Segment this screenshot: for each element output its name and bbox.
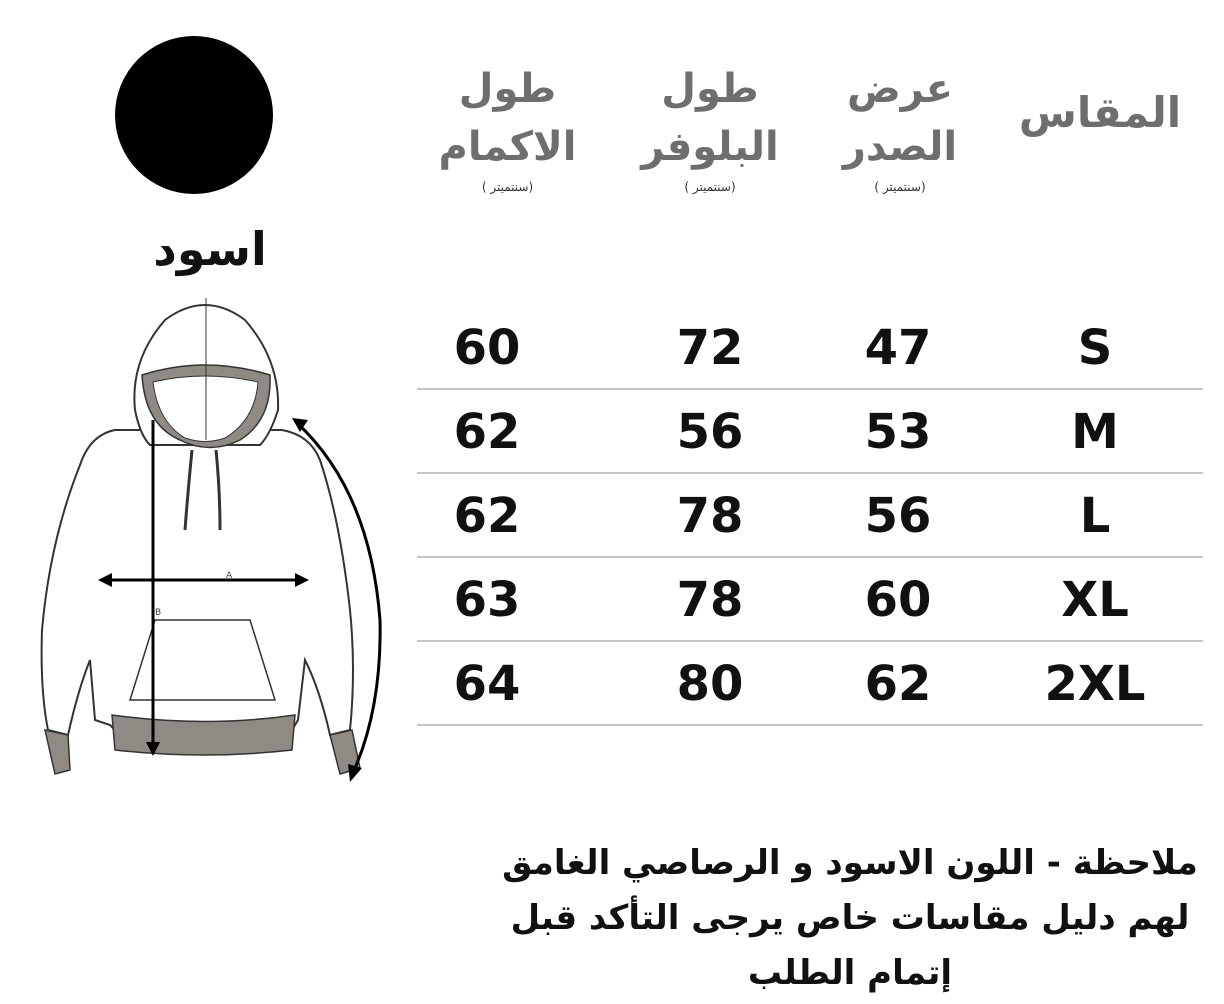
note-line-1: ملاحظة - اللون الاسود و الرصاصي الغامق [502,843,1198,883]
table-row [417,306,1203,390]
cell-size: S [1077,320,1113,376]
cell-length: 78 [676,488,744,544]
length-marker-label: B [155,608,162,618]
hoodie-cuff-left [45,730,70,774]
cell-chest: 60 [864,572,932,628]
header-sleeve-unit: (سنتميتر ) [481,180,534,194]
hoodie-hem [112,715,295,755]
color-swatch-black [115,36,273,194]
header-chest-unit: (سنتميتر ) [874,180,926,194]
color-name: اسود [153,222,267,276]
cell-chest: 53 [864,404,932,460]
header-length-line2: البلوفر [641,124,779,170]
size-guide-note [480,836,1220,1001]
note-line-3: إتمام الطلب [747,953,953,993]
header-size [1010,84,1190,142]
cell-chest: 47 [864,320,932,376]
header-chest-width [810,60,990,194]
cell-sleeve: 62 [453,488,521,544]
cell-size: L [1079,488,1111,544]
table-row [417,390,1203,474]
table-row [417,558,1203,642]
cell-size: 2XL [1044,656,1146,712]
note-line-2: لهم دليل مقاسات خاص يرجى التأكد قبل [510,898,1190,938]
cell-sleeve: 60 [453,320,521,376]
hoodie-measurement-diagram [20,290,400,790]
header-chest-line2: الصدر [842,124,958,170]
cell-sleeve: 62 [453,404,521,460]
header-length-line1: طول [661,66,759,112]
table-row [417,474,1203,558]
header-body-length [615,60,805,194]
size-table [417,306,1203,726]
cell-size: M [1071,404,1119,460]
header-sleeve-line2: الاكمام [438,124,577,170]
header-sleeve-length [415,60,600,194]
cell-sleeve: 63 [453,572,521,628]
cell-size: XL [1061,572,1129,628]
header-length-unit: (سنتميتر ) [684,180,736,194]
header-sleeve-line1: طول [458,66,557,112]
cell-chest: 62 [864,656,932,712]
cell-length: 72 [676,320,744,376]
cell-sleeve: 64 [453,656,521,712]
header-size-label: المقاس [1018,88,1182,137]
cell-length: 56 [676,404,744,460]
width-marker-label: A [226,571,233,581]
table-row [417,642,1203,726]
cell-chest: 56 [864,488,932,544]
cell-length: 80 [676,656,744,712]
header-chest-line1: عرض [846,66,953,112]
cell-length: 78 [676,572,744,628]
